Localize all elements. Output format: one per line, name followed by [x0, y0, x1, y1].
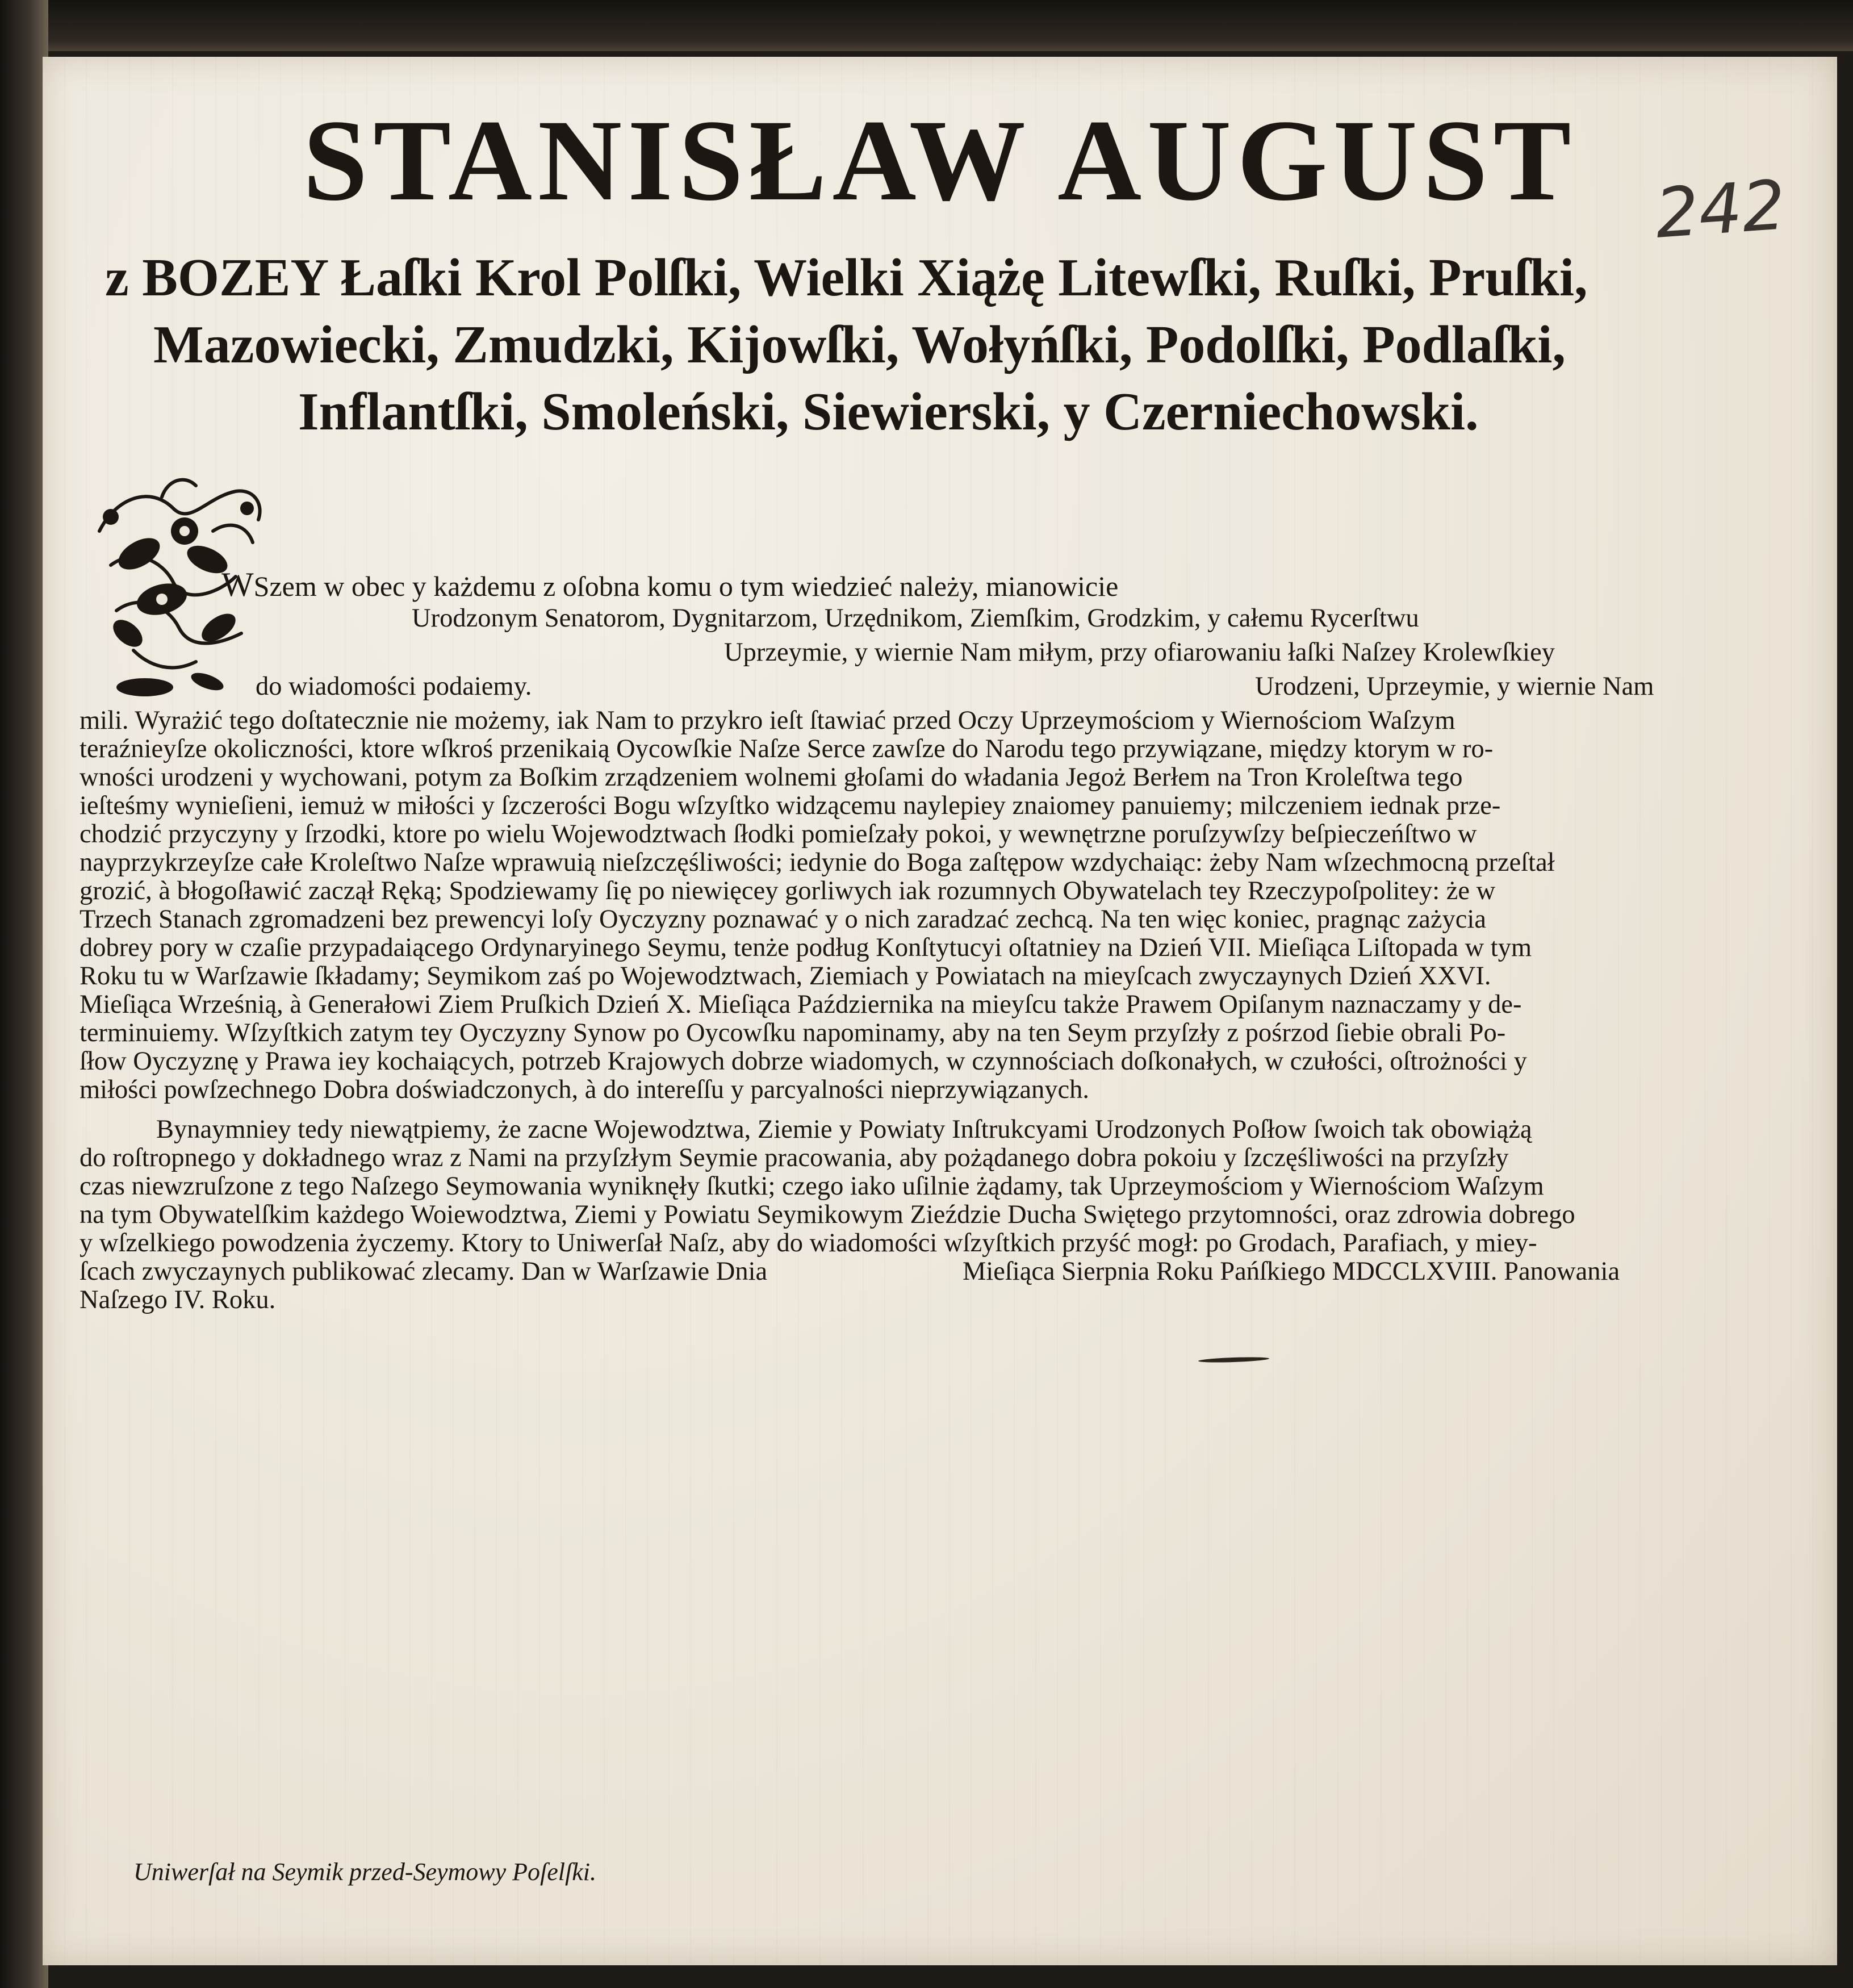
- body-line: Bynaymniey tedy niewątpiemy, że zacne Wojewodztwa, Ziemie y Powiaty Inſtrukcyami Urodzonych Poſłow ſwoich tak obowiążą: [156, 1115, 1532, 1144]
- body-line: Naſzego IV. Roku.: [80, 1285, 276, 1314]
- body-line: Urodzeni, Uprzeymie, y wiernie Nam: [1255, 672, 1654, 701]
- body-line: nayprzykrzeyſze całe Kroleſtwo Naſze wprawuią nieſzczęśliwości; iedynie do Boga zaſtępow wzdychaiąc: żeby Nam wſzechmocną przeſtał: [80, 848, 1555, 877]
- body-line: miłości powſzechnego Dobra doświadczonych, à do intereſſu y parcyalności nieprzywiązanych.: [80, 1075, 1089, 1104]
- body-line: ſcach zwyczaynych publikować zlecamy. Dan w Warſzawie Dnia: [80, 1257, 768, 1286]
- body-line: y wſzelkiego powodzenia życzemy. Ktory to Uniwerſał Naſz, aby do wiadomości wſzyſtkich przyść mogł: po Grodach, Parafiach, y miey-: [80, 1229, 1537, 1258]
- body-line: Szem w obec y każdemu z oſobna komu o tym wiedzieć należy, mianowicie: [253, 570, 1119, 602]
- royal-titles-line: Mazowiecki, Zmudzki, Kijowſki, Wołyńſki, Podolſki, Podlaſki,: [153, 315, 1566, 374]
- body-line: grozić, à błogoſławić zaczął Ręką; Spodziewamy ſię po niewięcey gorliwych iak rozumnych Obywatelach tey Rzeczypoſpolitey: że w: [80, 876, 1496, 905]
- document-title: STANISŁAW AUGUST: [303, 96, 1577, 225]
- body-line: do wiadomości podaiemy.: [256, 672, 532, 701]
- closing-flourish: [1198, 1356, 1269, 1363]
- body-line: Roku tu w Warſzawie ſkładamy; Seymikom zaś po Wojewodztwach, Ziemiach y Powiatach na mieyſcach zwyczaynych Dzień XXVI.: [80, 962, 1491, 991]
- royal-titles-line: Inflantſki, Smoleński, Siewierski, y Czerniechowski.: [298, 382, 1479, 441]
- scan-border-top: [48, 0, 1853, 51]
- initial-letter: W: [221, 566, 254, 603]
- body-line: czas niewzruſzone z tego Naſzego Seymowania wyniknęły ſkutki; czego iako uſilnie żądamy, tak Uprzeymościom y Wiernościom Waſzym: [80, 1172, 1544, 1201]
- body-line: ieſteśmy wynieſieni, iemuż w miłości y ſzczerości Bogu wſzyſtko widzącemu naylepiey znaiomey panuiemy; milczeniem iednak prze-: [80, 791, 1501, 820]
- scan-border-left: [0, 0, 48, 1988]
- document-footer: Uniwerſał na Seymik przed-Seymowy Poſelſki.: [133, 1858, 597, 1886]
- body-line: dobrey pory w czaſie przypadaiącego Ordynaryinego Seymu, tenże podług Konſtytucyi oſtatniey na Dzień VII. Mieſiąca Liſtopada w tym: [80, 933, 1532, 962]
- body-line: Urodzonym Senatorom, Dygnitarzom, Urzędnikom, Ziemſkim, Grodzkim, y całemu Rycerſtwu: [412, 604, 1419, 633]
- body-line: mili. Wyrażić tego doſtatecznie nie możemy, iak Nam to przykro ieſt ſtawiać przed Oczy Uprzeymościom y Wiernościom Waſzym: [80, 706, 1455, 735]
- document-page: [43, 57, 1837, 1965]
- folio-number: 242: [1653, 166, 1788, 254]
- body-line: terminuiemy. Wſzyſtkich zatym tey Oyczyzny Synow po Oycowſku napominamy, aby na ten Seym przyſzły z pośrzod ſiebie obrali Po-: [80, 1018, 1506, 1047]
- body-line: Mieſiąca Wrześnią, à Generałowi Ziem Pruſkich Dzień X. Mieſiąca Października na mieyſcu także Prawem Opiſanym naznaczamy y de-: [80, 990, 1522, 1019]
- body-line: chodzić przyczyny y ſrzodki, ktore po wielu Wojewodztwach ſłodki pomieſzały pokoi, y wewnętrzne poruſzywſzy beſpieczeńſtwo w: [80, 820, 1477, 849]
- body-line: ſłow Oyczyznę y Prawa iey kochaiących, potrzeb Krajowych dobrze wiadomych, w czynnościach doſkonałych, w czułości, oſtrożności y: [80, 1047, 1527, 1076]
- body-line: do roſtropnego y dokładnego wraz z Nami na przyſzłym Seymie pracowania, aby pożądanego dobra pokoiu y ſzczęśliwości na przyſzły: [80, 1143, 1509, 1172]
- body-line: na tym Obywatelſkim każdego Woiewodztwa, Ziemi y Powiatu Seymikowym Zieździe Ducha Swiętego przytomności, oraz zdrowia dobrego: [80, 1200, 1575, 1229]
- body-line: wności urodzeni y wychowani, potym za Boſkim zrządzeniem wolnemi głoſami do władania Jegoż Berłem na Tron Kroleſtwa tego: [80, 763, 1463, 792]
- royal-titles-line: z BOZEY Łaſki Krol Polſki, Wielki Xiążę Litewſki, Ruſki, Pruſki,: [105, 248, 1588, 307]
- royal-titles: [105, 244, 1752, 445]
- body-line: Uprzeymie, y wiernie Nam miłym, przy ofiarowaniu łaſki Naſzey Krolewſkiey: [724, 638, 1555, 667]
- body-line: Mieſiąca Sierpnia Roku Pańſkiego MDCCLXVIII. Panowania: [963, 1257, 1620, 1286]
- body-line: Trzech Stanach zgromadzeni bez prewencyi loſy Oyczyzny poznawać y o nich zaradzać zechcą. Na ten więc koniec, pragnąc zażycia: [80, 905, 1486, 934]
- body-line: teraźnieyſze okoliczności, ktore wſkroś przenikaią Oycowſkie Naſze Serce zawſze do Narodu tego przywiązane, między ktorym w ro-: [80, 734, 1494, 763]
